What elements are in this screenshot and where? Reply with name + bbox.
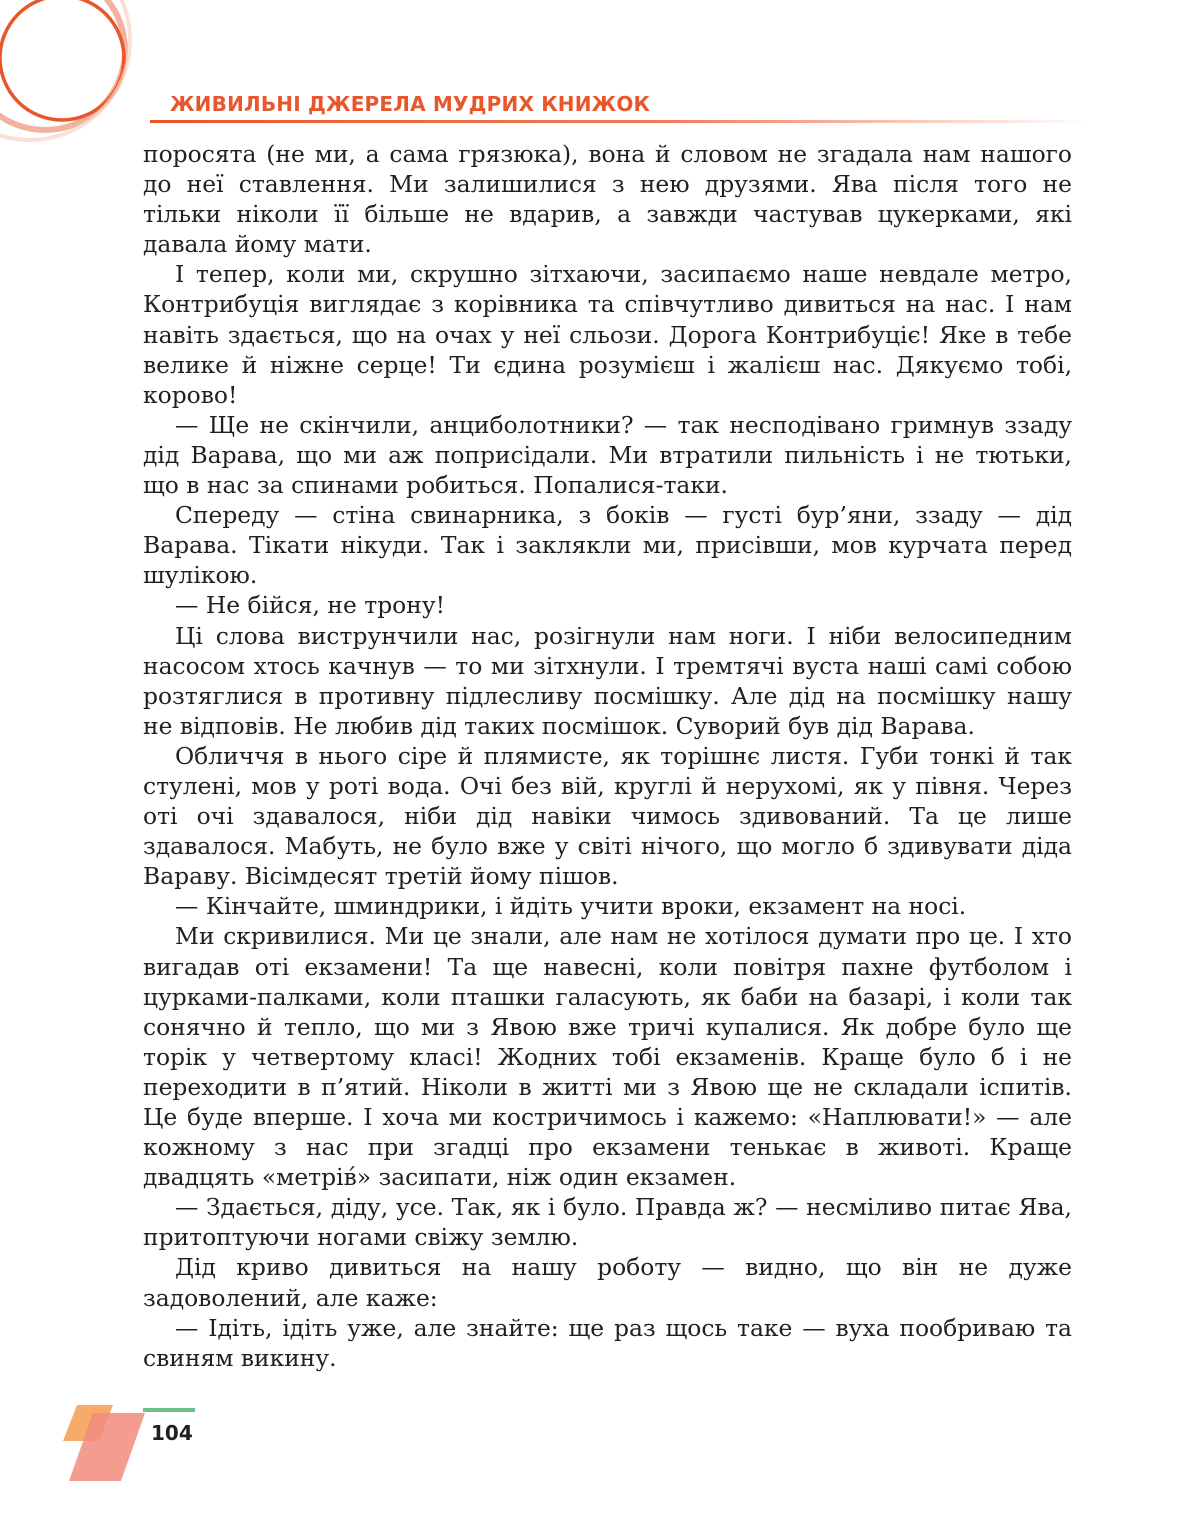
paragraph: Спереду — стіна свинарника, з боків — густі бур’яни, ззаду — дід Варава. Тікати нікуди. Так і заклякли ми, присівши, мов курчата перед шулікою. <box>143 501 1072 590</box>
story-text <box>143 139 1072 1373</box>
paragraph: — Ідіть, ідіть уже, але знайте: ще раз щось таке — вуха пообриваю та свиням викину. <box>143 1313 1072 1372</box>
paragraph: Ми скривилися. Ми це знали, але нам не хотілося думати про це. І хто вигадав оті екзамени! Та ще навесні, коли повітря пахне футболом і цурками-палками, коли пташки галасують, як баби на базарі, і коли так сонячно й тепло, що ми з Явою вже тричі купалися. Як добре було ще торік у четвертому класі! Жодних тобі екзаменів. Краще було б і не переходити в п’ятий. Ніколи в житті ми з Явою ще не складали іспитів. Це буде вперше. І хоча ми костричимось і кажемо: «Наплювати!» — але кожному з нас при згадці про екзамени тенькає в животі. Краще двадцять «метрів́» засипати, ніж один екзамен. <box>143 922 1072 1192</box>
paragraph: Обличчя в нього сіре й плямисте, як торішнє листя. Губи тонкі й так стулені, мов у роті вода. Очі без вій, круглі й нерухомі, як у півня. Через оті очі здавалося, ніби дід навіки чимось здивований. Та це лише здавалося. Мабуть, не було вже у світі нічого, що могло б здивувати діда Вараву. Вісімдесят третій йому пішов. <box>143 741 1072 891</box>
header-rule <box>150 120 1090 123</box>
paragraph: — Ще не скінчили, анциболотники? — так несподівано гримнув ззаду дід Варава, що ми аж поприсідали. Ми втратили пильність і не тютьки, що в нас за спинами робиться. Попалися-таки. <box>143 410 1072 500</box>
paragraph: — Кінчайте, шминдрики, і йдіть учити вроки, екзамент на носі. <box>175 892 967 921</box>
paragraph: — Здається, діду, усе. Так, як і було. Правда ж? — несміливо питає Ява, притоптуючи ногами свіжу землю. <box>143 1193 1072 1252</box>
paragraph: І тепер, коли ми, скрушно зітхаючи, засипаємо наше невдале метро, Контрибуція виглядає з корівника та співчутливо дивиться на нас. І нам навіть здається, що на очах у неї сльози. Дорога Контрибуціє! Яке в тебе велике й ніжне серце! Ти єдина розумієш і жалієш нас. Дякуємо тобі, корово! <box>143 260 1072 409</box>
paragraph: Дід криво дивиться на нашу роботу — видно, що він не дуже задоволений, але каже: <box>143 1253 1072 1312</box>
page-number: 104 <box>151 1421 193 1445</box>
section-title: ЖИВИЛЬНІ ДЖЕРЕЛА МУДРИХ КНИЖОК <box>170 92 651 116</box>
paragraph: поросята (не ми, а сама грязюка), вона й словом не згадала нам нашого до неї ставлення. Ми залишилися з нею друзями. Ява після того не тільки ніколи її більше не вдарив, а завжди частував цукерками, які давала йому мати. <box>143 140 1072 259</box>
paragraph: — Не бійся, не трону! <box>175 591 445 620</box>
paragraph: Ці слова виструнчили нас, розігнули нам ноги. І ніби велосипедним насосом хтось качнув — то ми зітхнули. І тремтячі вуста наші самі собою розтяглися в противну підлесливу посмішку. Але дід на посмішку нашу не відповів. Не любив дід таких посмішок. Суворий був дід Варава. <box>143 621 1072 740</box>
